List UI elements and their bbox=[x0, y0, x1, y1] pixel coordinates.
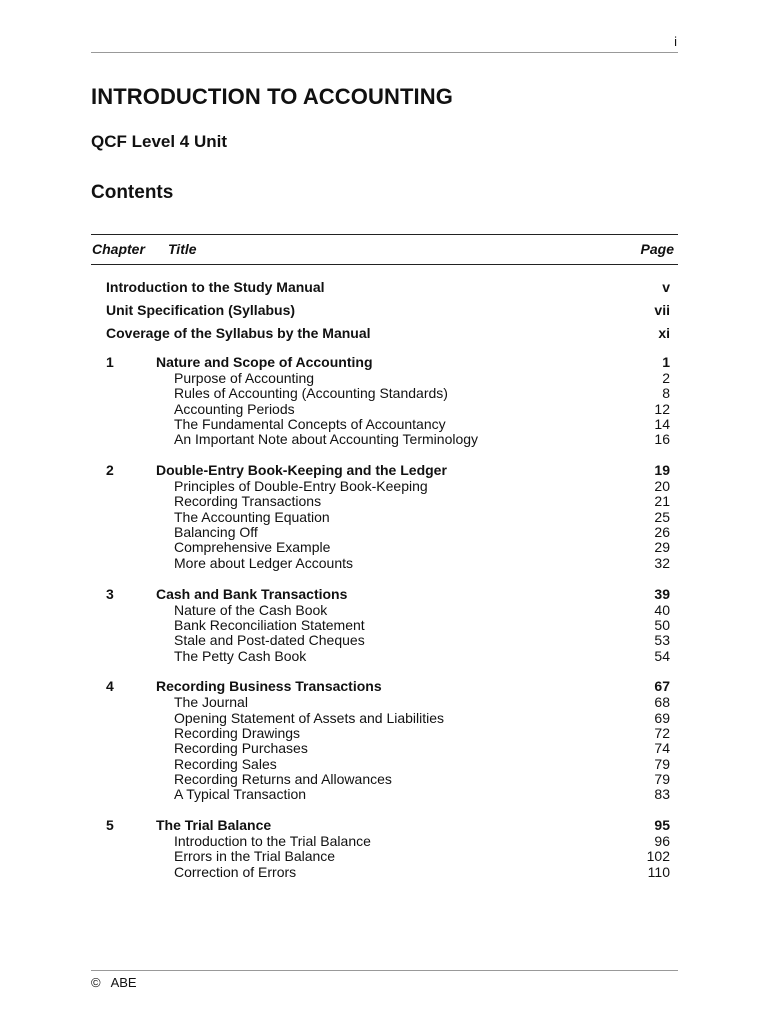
toc-section-page: 29 bbox=[654, 539, 670, 556]
table-of-contents bbox=[91, 277, 678, 895]
toc-chapter-heading bbox=[91, 817, 678, 833]
toc-section-entry bbox=[91, 478, 678, 493]
toc-section-title: More about Ledger Accounts bbox=[174, 554, 354, 571]
toc-section-title: The Fundamental Concepts of Accountancy bbox=[174, 416, 446, 433]
column-header-page: Page bbox=[640, 241, 674, 257]
toc-section-page: 54 bbox=[654, 647, 670, 664]
toc-section-title: The Petty Cash Book bbox=[174, 647, 307, 664]
page-number: i bbox=[674, 34, 677, 49]
column-header-title: Title bbox=[168, 241, 197, 257]
toc-section-title: Recording Transactions bbox=[174, 493, 322, 510]
footer-rule bbox=[91, 970, 678, 971]
toc-section-title: Nature of the Cash Book bbox=[174, 601, 328, 618]
toc-section-page: 32 bbox=[654, 554, 670, 571]
toc-section-entry bbox=[91, 401, 678, 416]
toc-section-title: Recording Sales bbox=[174, 755, 277, 772]
toc-section-title: Principles of Double-Entry Book-Keeping bbox=[174, 478, 428, 495]
toc-section-entry bbox=[91, 771, 678, 786]
toc-chapter-number: 4 bbox=[106, 678, 114, 695]
toc-section-title: Balancing Off bbox=[174, 524, 258, 541]
toc-section-entry bbox=[91, 848, 678, 863]
toc-section-page: 96 bbox=[654, 833, 670, 850]
toc-section-title: Stale and Post-dated Cheques bbox=[174, 632, 365, 649]
toc-section-entry bbox=[91, 632, 678, 647]
toc-section-title: A Typical Transaction bbox=[174, 786, 307, 803]
toc-chapter-page: 19 bbox=[654, 462, 670, 479]
toc-chapter bbox=[91, 462, 678, 570]
toc-section-entry bbox=[91, 509, 678, 524]
toc-spacer bbox=[91, 346, 678, 354]
toc-section-page: 53 bbox=[654, 632, 670, 649]
toc-section-page: 8 bbox=[662, 385, 670, 402]
table-header-rule bbox=[91, 264, 678, 265]
toc-section-entry bbox=[91, 786, 678, 801]
copyright-symbol: © bbox=[91, 975, 101, 990]
toc-section-title: Opening Statement of Assets and Liabilities bbox=[174, 709, 445, 726]
toc-section-page: 40 bbox=[654, 601, 670, 618]
toc-section-title: Bank Reconciliation Statement bbox=[174, 616, 365, 633]
toc-section-title: Rules of Accounting (Accounting Standards) bbox=[174, 385, 448, 402]
toc-section-entry bbox=[91, 756, 678, 771]
toc-chapter-heading bbox=[91, 462, 678, 478]
toc-section-entry bbox=[91, 694, 678, 709]
toc-chapter-number: 1 bbox=[106, 354, 114, 370]
toc-section-page: 79 bbox=[654, 755, 670, 772]
toc-entry-title: Unit Specification (Syllabus) bbox=[106, 302, 296, 318]
toc-section-title: Introduction to the Trial Balance bbox=[174, 833, 371, 850]
toc-chapter-heading bbox=[91, 586, 678, 602]
toc-section-title: Recording Drawings bbox=[174, 725, 301, 742]
document-subtitle: QCF Level 4 Unit bbox=[91, 132, 228, 151]
toc-chapter-page: 39 bbox=[654, 585, 670, 602]
toc-chapter-heading bbox=[91, 354, 678, 370]
toc-chapter bbox=[91, 817, 678, 879]
toc-section-page: 12 bbox=[654, 400, 670, 417]
toc-chapter-title: The Trial Balance bbox=[156, 817, 272, 834]
toc-section-entry bbox=[91, 648, 678, 663]
toc-chapter bbox=[91, 354, 678, 447]
toc-section-entry bbox=[91, 555, 678, 570]
toc-section-page: 79 bbox=[654, 771, 670, 788]
toc-prelim-entry bbox=[91, 323, 678, 346]
toc-section-title: The Journal bbox=[174, 694, 248, 711]
footer bbox=[91, 975, 137, 990]
toc-section-entry bbox=[91, 725, 678, 740]
toc-chapter bbox=[91, 586, 678, 663]
toc-section-entry bbox=[91, 385, 678, 400]
toc-section-page: 68 bbox=[654, 694, 670, 711]
document-title: INTRODUCTION TO ACCOUNTING bbox=[91, 84, 453, 109]
toc-section-title: Recording Purchases bbox=[174, 740, 308, 757]
toc-section-entry bbox=[91, 493, 678, 508]
toc-section-page: 2 bbox=[662, 370, 670, 386]
toc-section-page: 102 bbox=[646, 848, 670, 865]
toc-entry-page: xi bbox=[658, 325, 670, 341]
toc-entry-title: Coverage of the Syllabus by the Manual bbox=[106, 325, 371, 341]
toc-chapter-number: 2 bbox=[106, 462, 114, 479]
toc-section-entry bbox=[91, 431, 678, 446]
toc-section-entry bbox=[91, 617, 678, 632]
header-rule bbox=[91, 52, 678, 53]
toc-section-title: An Important Note about Accounting Terminology bbox=[174, 431, 479, 448]
toc-chapter-title: Cash and Bank Transactions bbox=[156, 585, 348, 602]
toc-chapter-page: 1 bbox=[662, 354, 670, 370]
toc-section-entry bbox=[91, 864, 678, 879]
toc-section-page: 110 bbox=[647, 863, 670, 880]
toc-section-entry bbox=[91, 524, 678, 539]
toc-section-page: 16 bbox=[654, 431, 670, 448]
toc-section-title: Errors in the Trial Balance bbox=[174, 848, 336, 865]
toc-section-page: 14 bbox=[654, 416, 670, 433]
toc-entry-page: v bbox=[662, 279, 670, 295]
toc-section-entry bbox=[91, 740, 678, 755]
toc-section-entry bbox=[91, 602, 678, 617]
toc-section-entry bbox=[91, 833, 678, 848]
toc-section-page: 20 bbox=[654, 478, 670, 495]
toc-chapter-title: Nature and Scope of Accounting bbox=[156, 354, 373, 370]
toc-section-page: 69 bbox=[654, 709, 670, 726]
toc-chapter-title: Double-Entry Book-Keeping and the Ledger bbox=[156, 462, 447, 479]
toc-entry-title: Introduction to the Study Manual bbox=[106, 279, 325, 295]
toc-section-title: Recording Returns and Allowances bbox=[174, 771, 392, 788]
toc-prelim-entry bbox=[91, 277, 678, 300]
toc-section-page: 21 bbox=[654, 493, 670, 510]
toc-section-title: Accounting Periods bbox=[174, 400, 295, 417]
toc-section-title: Purpose of Accounting bbox=[174, 370, 315, 386]
toc-section-page: 50 bbox=[654, 616, 670, 633]
toc-section-page: 25 bbox=[654, 508, 670, 525]
toc-section-page: 74 bbox=[654, 740, 670, 757]
toc-chapter bbox=[91, 678, 678, 801]
toc-section-entry bbox=[91, 370, 678, 385]
toc-chapter-page: 67 bbox=[654, 678, 670, 695]
toc-prelim-entry bbox=[91, 300, 678, 323]
toc-entry-page: vii bbox=[654, 302, 670, 318]
toc-section-entry bbox=[91, 416, 678, 431]
toc-chapter-heading bbox=[91, 678, 678, 694]
column-header-chapter: Chapter bbox=[92, 241, 145, 257]
publisher-name: ABE bbox=[110, 975, 137, 990]
table-top-rule bbox=[91, 234, 678, 235]
toc-section-page: 26 bbox=[654, 524, 670, 541]
toc-section-entry bbox=[91, 710, 678, 725]
toc-section-title: The Accounting Equation bbox=[174, 508, 330, 525]
toc-section-title: Correction of Errors bbox=[174, 863, 297, 880]
toc-section-entry bbox=[91, 539, 678, 554]
toc-chapter-number: 3 bbox=[106, 585, 114, 602]
toc-section-title: Comprehensive Example bbox=[174, 539, 331, 556]
toc-chapter-page: 95 bbox=[654, 817, 670, 834]
toc-chapter-title: Recording Business Transactions bbox=[156, 678, 382, 695]
toc-chapter-number: 5 bbox=[106, 817, 114, 834]
toc-section-page: 72 bbox=[654, 725, 670, 742]
contents-heading: Contents bbox=[91, 182, 174, 203]
toc-section-page: 83 bbox=[654, 786, 670, 803]
